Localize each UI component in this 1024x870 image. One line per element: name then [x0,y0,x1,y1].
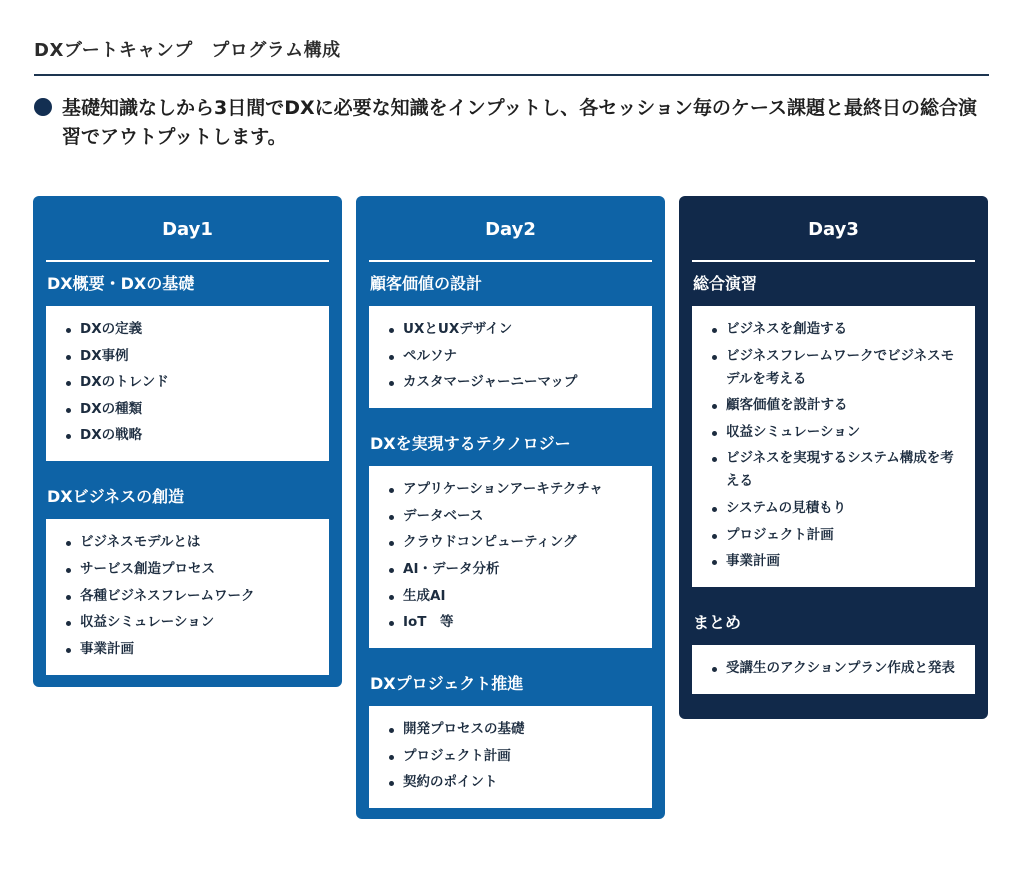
list-item: クラウドコンピューティング [385,531,640,554]
topic-list [708,657,963,680]
day3-title: Day3 [692,196,975,262]
list-item: DX事例 [62,345,317,368]
list-item: ビジネスモデルとは [62,531,317,554]
list-item: 契約のポイント [385,771,640,794]
title-divider [34,74,989,76]
list-item: 事業計画 [708,550,963,573]
list-item: DXの戦略 [62,424,317,447]
list-item: ビジネスフレームワークでビジネスモデルを考える [708,345,963,391]
day3-column [679,196,988,719]
list-item: DXの種類 [62,398,317,421]
list-item: プロジェクト計画 [385,745,640,768]
list-item: プロジェクト計画 [708,524,963,547]
day1-column [33,196,342,687]
section-heading: まとめ [693,613,742,633]
section-box [46,519,329,674]
bullet-circle-icon [34,98,52,116]
day2-title: Day2 [369,196,652,262]
list-item: DXの定義 [62,318,317,341]
list-item: DXのトレンド [62,371,317,394]
list-item: カスタマージャーニーマップ [385,371,640,394]
list-item: 生成AI [385,585,640,608]
topic-list [62,531,317,660]
list-item: データベース [385,505,640,528]
list-item: 収益シミュレーション [62,611,317,634]
section-heading: DXプロジェクト推進 [370,674,524,694]
list-item: サービス創造プロセス [62,558,317,581]
section-heading: 総合演習 [693,274,758,293]
list-item: ビジネスを創造する [708,318,963,341]
topic-list [385,718,640,794]
section-box [369,306,652,408]
page-title: DXブートキャンプ プログラム構成 [34,40,341,61]
section-box [369,466,652,648]
list-item: UXとUXデザイン [385,318,640,341]
topic-list [62,318,317,447]
lead-statement [34,94,994,152]
section-heading: DX概要・DXの基礎 [47,274,195,293]
section-heading: 顧客価値の設計 [370,274,483,293]
list-item: ビジネスを実現するシステム構成を考える [708,447,963,493]
section-box [692,645,975,694]
section-heading: DXを実現するテクノロジー [370,434,571,454]
day1-title: Day1 [46,196,329,262]
lead-text: 基礎知識なしから3日間でDXに必要な知識をインプットし、各セッション毎のケース課題と最終日の総合演習でアウトプットします。 [62,97,977,148]
list-item: 収益シミュレーション [708,421,963,444]
section-box [369,706,652,808]
list-item: 各種ビジネスフレームワーク [62,585,317,608]
section-heading: DXビジネスの創造 [47,487,185,507]
day2-column [356,196,665,819]
topic-list [708,318,963,573]
section-box [692,306,975,587]
topic-list [385,478,640,634]
list-item: 受講生のアクションプラン作成と発表 [708,657,963,680]
list-item: 開発プロセスの基礎 [385,718,640,741]
list-item: AI・データ分析 [385,558,640,581]
list-item: 顧客価値を設計する [708,394,963,417]
section-box [46,306,329,461]
list-item: IoT 等 [385,611,640,634]
topic-list [385,318,640,394]
list-item: アプリケーションアーキテクチャ [385,478,640,501]
list-item: 事業計画 [62,638,317,661]
list-item: ペルソナ [385,345,640,368]
list-item: システムの見積もり [708,497,963,520]
